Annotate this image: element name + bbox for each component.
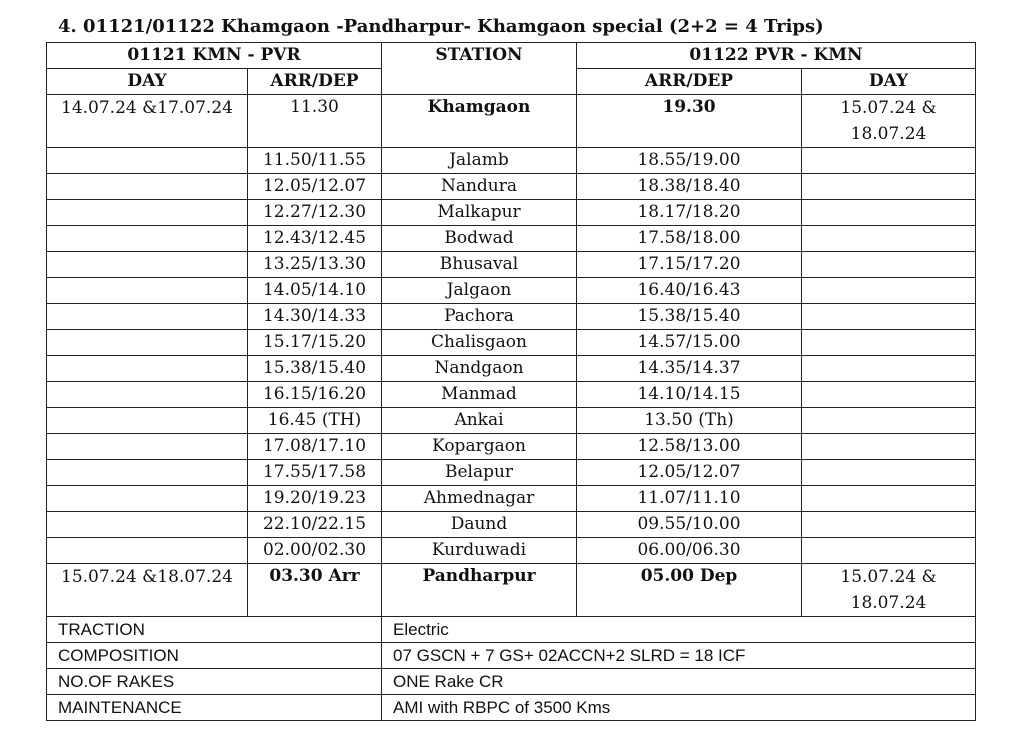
stop-up-time: 17.55/17.58: [248, 460, 382, 486]
stop-down-day: [802, 434, 976, 460]
stop-up-time: 19.20/19.23: [248, 486, 382, 512]
stop-down-day: [802, 512, 976, 538]
origin-down-time: 19.30: [577, 95, 802, 148]
page-title: 4. 01121/01122 Khamgaon -Pandharpur- Khamgaon special (2+2 = 4 Trips): [58, 16, 824, 37]
stop-up-time: 22.10/22.15: [248, 512, 382, 538]
stop-up-time: 15.38/15.40: [248, 356, 382, 382]
stop-down-time: 17.58/18.00: [577, 226, 802, 252]
stop-down-day: [802, 408, 976, 434]
stop-station: Malkapur: [382, 200, 577, 226]
stop-station: Jalgaon: [382, 278, 577, 304]
destination-up-day: 15.07.24 &18.07.24: [47, 564, 248, 617]
stop-down-time: 14.57/15.00: [577, 330, 802, 356]
stop-station: Kurduwadi: [382, 538, 577, 564]
stop-up-day: [47, 278, 248, 304]
stop-up-day: [47, 538, 248, 564]
stop-down-day: [802, 252, 976, 278]
stop-down-day: [802, 330, 976, 356]
stop-up-time: 12.27/12.30: [248, 200, 382, 226]
stop-up-day: [47, 486, 248, 512]
stop-down-day: [802, 356, 976, 382]
stop-row: [47, 538, 976, 564]
stop-station: Manmad: [382, 382, 577, 408]
destination-up-time: 03.30 Arr: [248, 564, 382, 617]
stop-down-time: 18.38/18.40: [577, 174, 802, 200]
stop-station: Bodwad: [382, 226, 577, 252]
info-row: [47, 695, 976, 721]
stop-down-day: [802, 226, 976, 252]
stop-station: Chalisgaon: [382, 330, 577, 356]
stop-down-time: 14.10/14.15: [577, 382, 802, 408]
stop-station: Bhusaval: [382, 252, 577, 278]
info-row: [47, 643, 976, 669]
stop-down-time: 14.35/14.37: [577, 356, 802, 382]
down-day-header: DAY: [802, 69, 976, 95]
info-value: ONE Rake CR: [382, 669, 976, 695]
stop-down-day: [802, 460, 976, 486]
stop-up-day: [47, 304, 248, 330]
timetable-body: [47, 43, 976, 721]
stop-row: [47, 330, 976, 356]
stop-up-day: [47, 382, 248, 408]
stop-down-time: 11.07/11.10: [577, 486, 802, 512]
stop-up-day: [47, 434, 248, 460]
stop-row: [47, 408, 976, 434]
stop-row: [47, 382, 976, 408]
stop-down-time: 13.50 (Th): [577, 408, 802, 434]
stop-down-day: [802, 304, 976, 330]
stop-station: Jalamb: [382, 148, 577, 174]
stop-row: [47, 252, 976, 278]
stop-row: [47, 434, 976, 460]
stop-up-time: 16.15/16.20: [248, 382, 382, 408]
info-value: AMI with RBPC of 3500 Kms: [382, 695, 976, 721]
destination-station: Pandharpur: [382, 564, 577, 617]
stop-down-day: [802, 148, 976, 174]
info-row: [47, 669, 976, 695]
destination-row: [47, 564, 976, 617]
down-train-header: 01122 PVR - KMN: [577, 43, 976, 69]
stop-up-time: 12.43/12.45: [248, 226, 382, 252]
stop-station: Nandura: [382, 174, 577, 200]
stop-down-time: 12.58/13.00: [577, 434, 802, 460]
stop-down-time: 09.55/10.00: [577, 512, 802, 538]
info-label: TRACTION: [47, 617, 382, 643]
stop-down-day: [802, 174, 976, 200]
stop-down-time: 15.38/15.40: [577, 304, 802, 330]
origin-up-time: 11.30: [248, 95, 382, 148]
stop-row: [47, 278, 976, 304]
timetable: [46, 42, 976, 721]
stop-station: Nandgaon: [382, 356, 577, 382]
origin-down-day: 15.07.24 & 18.07.24: [802, 95, 976, 148]
stop-up-day: [47, 408, 248, 434]
destination-down-day: 15.07.24 & 18.07.24: [802, 564, 976, 617]
stop-down-day: [802, 200, 976, 226]
stop-up-time: 14.05/14.10: [248, 278, 382, 304]
stop-up-day: [47, 252, 248, 278]
origin-row: [47, 95, 976, 148]
info-label: NO.OF RAKES: [47, 669, 382, 695]
stop-down-day: [802, 278, 976, 304]
stop-row: [47, 460, 976, 486]
stop-down-time: 18.55/19.00: [577, 148, 802, 174]
stop-up-time: 12.05/12.07: [248, 174, 382, 200]
station-header: STATION: [382, 43, 577, 95]
stop-station: Ahmednagar: [382, 486, 577, 512]
stop-down-time: 06.00/06.30: [577, 538, 802, 564]
stop-row: [47, 148, 976, 174]
stop-up-day: [47, 200, 248, 226]
stop-up-day: [47, 174, 248, 200]
info-label: MAINTENANCE: [47, 695, 382, 721]
origin-up-day: 14.07.24 &17.07.24: [47, 95, 248, 148]
stop-row: [47, 200, 976, 226]
down-arr-dep-header: ARR/DEP: [577, 69, 802, 95]
stop-down-time: 18.17/18.20: [577, 200, 802, 226]
stop-row: [47, 486, 976, 512]
info-label: COMPOSITION: [47, 643, 382, 669]
stop-row: [47, 304, 976, 330]
header-row-trains: [47, 43, 976, 69]
up-day-header: DAY: [47, 69, 248, 95]
stop-row: [47, 174, 976, 200]
stop-up-day: [47, 148, 248, 174]
stop-down-day: [802, 486, 976, 512]
stop-down-time: 16.40/16.43: [577, 278, 802, 304]
info-value: Electric: [382, 617, 976, 643]
stop-up-time: 02.00/02.30: [248, 538, 382, 564]
stop-up-time: 15.17/15.20: [248, 330, 382, 356]
stop-up-day: [47, 226, 248, 252]
stop-up-day: [47, 460, 248, 486]
stop-station: Kopargaon: [382, 434, 577, 460]
stop-station: Ankai: [382, 408, 577, 434]
stop-down-day: [802, 382, 976, 408]
stop-up-time: 13.25/13.30: [248, 252, 382, 278]
stop-row: [47, 226, 976, 252]
stop-up-day: [47, 356, 248, 382]
stop-row: [47, 512, 976, 538]
stop-up-time: 17.08/17.10: [248, 434, 382, 460]
stop-station: Pachora: [382, 304, 577, 330]
stop-down-day: [802, 538, 976, 564]
up-arr-dep-header: ARR/DEP: [248, 69, 382, 95]
stop-up-time: 11.50/11.55: [248, 148, 382, 174]
stop-row: [47, 356, 976, 382]
up-train-header: 01121 KMN - PVR: [47, 43, 382, 69]
stop-up-day: [47, 330, 248, 356]
stop-down-time: 17.15/17.20: [577, 252, 802, 278]
stop-up-day: [47, 512, 248, 538]
stop-station: Daund: [382, 512, 577, 538]
destination-down-time: 05.00 Dep: [577, 564, 802, 617]
stop-down-time: 12.05/12.07: [577, 460, 802, 486]
stop-up-time: 16.45 (TH): [248, 408, 382, 434]
stop-station: Belapur: [382, 460, 577, 486]
info-value: 07 GSCN + 7 GS+ 02ACCN+2 SLRD = 18 ICF: [382, 643, 976, 669]
stop-up-time: 14.30/14.33: [248, 304, 382, 330]
origin-station: Khamgaon: [382, 95, 577, 148]
info-row: [47, 617, 976, 643]
